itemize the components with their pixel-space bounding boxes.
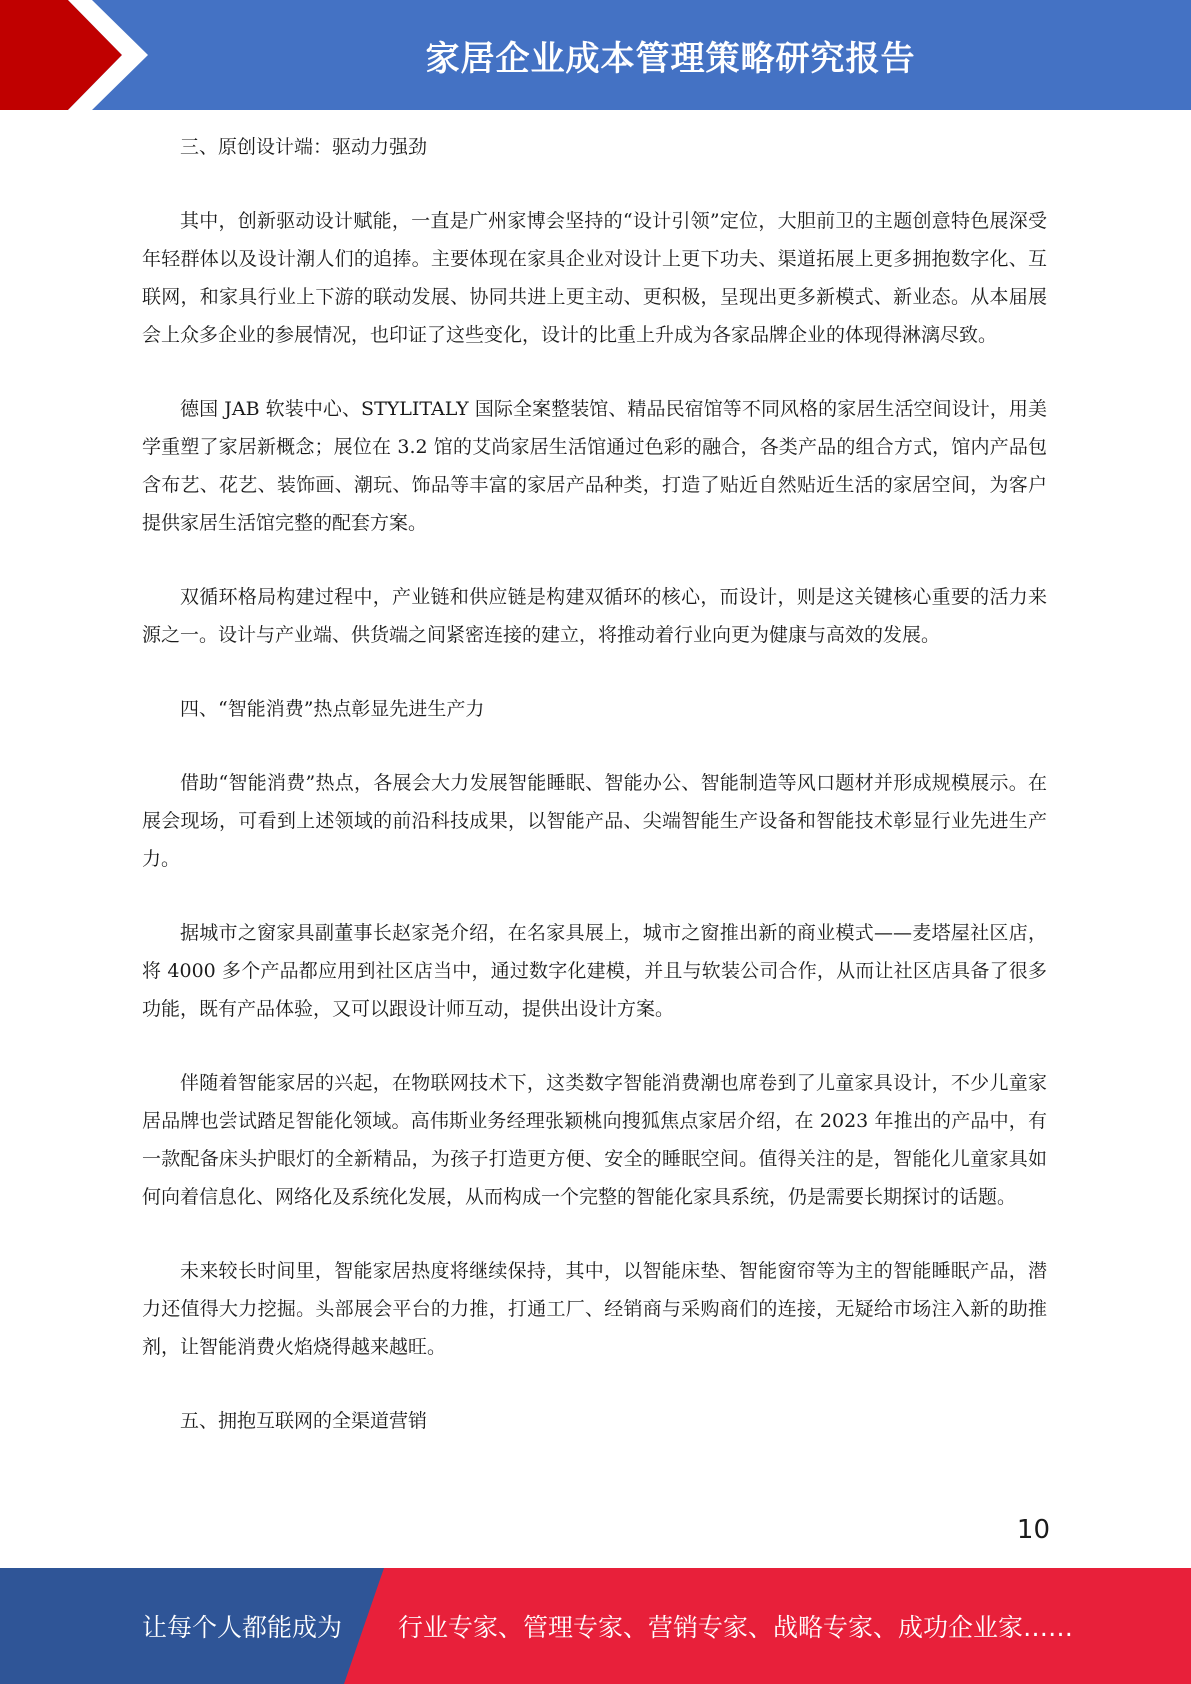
page-header xyxy=(0,0,1191,110)
page-number: 10 xyxy=(1016,1515,1050,1545)
paragraph: 德国 JAB 软装中心、STYLITALY 国际全案整装馆、精品民宿馆等不同风格的家居生活空间设计，用美学重塑了家居新概念；展位在 3.2 馆的艾尚家居生活馆通过色彩的融合，各类产品的组合方式，馆内产品包含布艺、花艺、装饰画、潮玩、饰品等丰富的家居产品种类，打造了贴近自然贴近生活的家居空间，为客户提供家居生活馆完整的配套方案。 xyxy=(142,398,1047,534)
paragraph: 未来较长时间里，智能家居热度将继续保持，其中，以智能床垫、智能窗帘等为主的智能睡眠产品，潜力还值得大力挖掘。头部展会平台的力推，打通工厂、经销商与采购商们的连接，无疑给市场注入新的助推剂，让智能消费火焰烧得越来越旺。 xyxy=(142,1260,1047,1358)
report-title: 家居企业成本管理策略研究报告 xyxy=(425,38,916,79)
section-heading: 四、“智能消费”热点彰显先进生产力 xyxy=(180,698,485,720)
paragraph: 双循环格局构建过程中，产业链和供应链是构建双循环的核心，而设计，则是这关键核心重要的活力来源之一。设计与产业端、供货端之间紧密连接的建立，将推动着行业向更为健康与高效的发展。 xyxy=(142,586,1047,646)
paragraph: 其中，创新驱动设计赋能，一直是广州家博会坚持的“设计引领”定位，大胆前卫的主题创意特色展深受年轻群体以及设计潮人们的追捧。主要体现在家具企业对设计上更下功夫、渠道拓展上更多拥抱数字化、互联网，和家具行业上下游的联动发展、协同共进上更主动、更积极，呈现出更多新模式、新业态。从本届展会上众多企业的参展情况，也印证了这些变化，设计的比重上升成为各家品牌企业的体现得淋漓尽致。 xyxy=(142,210,1047,346)
footer-slogan-left: 让每个人都能成为 xyxy=(142,1613,343,1642)
paragraph: 据城市之窗家具副董事长赵家尧介绍，在名家具展上，城市之窗推出新的商业模式——麦塔屋社区店，将 4000 多个产品都应用到社区店当中，通过数字化建模，并且与软装公司合作，从而让社区店具备了很多功能，既有产品体验，又可以跟设计师互动，提供出设计方案。 xyxy=(142,922,1047,1020)
page-footer xyxy=(0,1568,1191,1684)
section-heading: 三、原创设计端：驱动力强劲 xyxy=(180,136,428,158)
section-heading: 五、拥抱互联网的全渠道营销 xyxy=(180,1410,428,1432)
footer-slogan-right: 行业专家、管理专家、营销专家、战略专家、成功企业家…… xyxy=(398,1613,1074,1642)
paragraph: 伴随着智能家居的兴起，在物联网技术下，这类数字智能消费潮也席卷到了儿童家具设计，不少儿童家居品牌也尝试踏足智能化领域。高伟斯业务经理张颖桃向搜狐焦点家居介绍，在 2023 年推出的产品中，有一款配备床头护眼灯的全新精品，为孩子打造更方便、安全的睡眠空间。值得关注的是，智能化儿童家具如何向着信息化、网络化及系统化发展，从而构成一个完整的智能化家具系统，仍是需要长期探讨的话题。 xyxy=(142,1072,1047,1208)
report-body xyxy=(142,128,1047,1476)
paragraph: 借助“智能消费”热点，各展会大力发展智能睡眠、智能办公、智能制造等风口题材并形成规模展示。在展会现场，可看到上述领域的前沿科技成果，以智能产品、尖端智能生产设备和智能技术彰显行业先进生产力。 xyxy=(142,772,1047,870)
